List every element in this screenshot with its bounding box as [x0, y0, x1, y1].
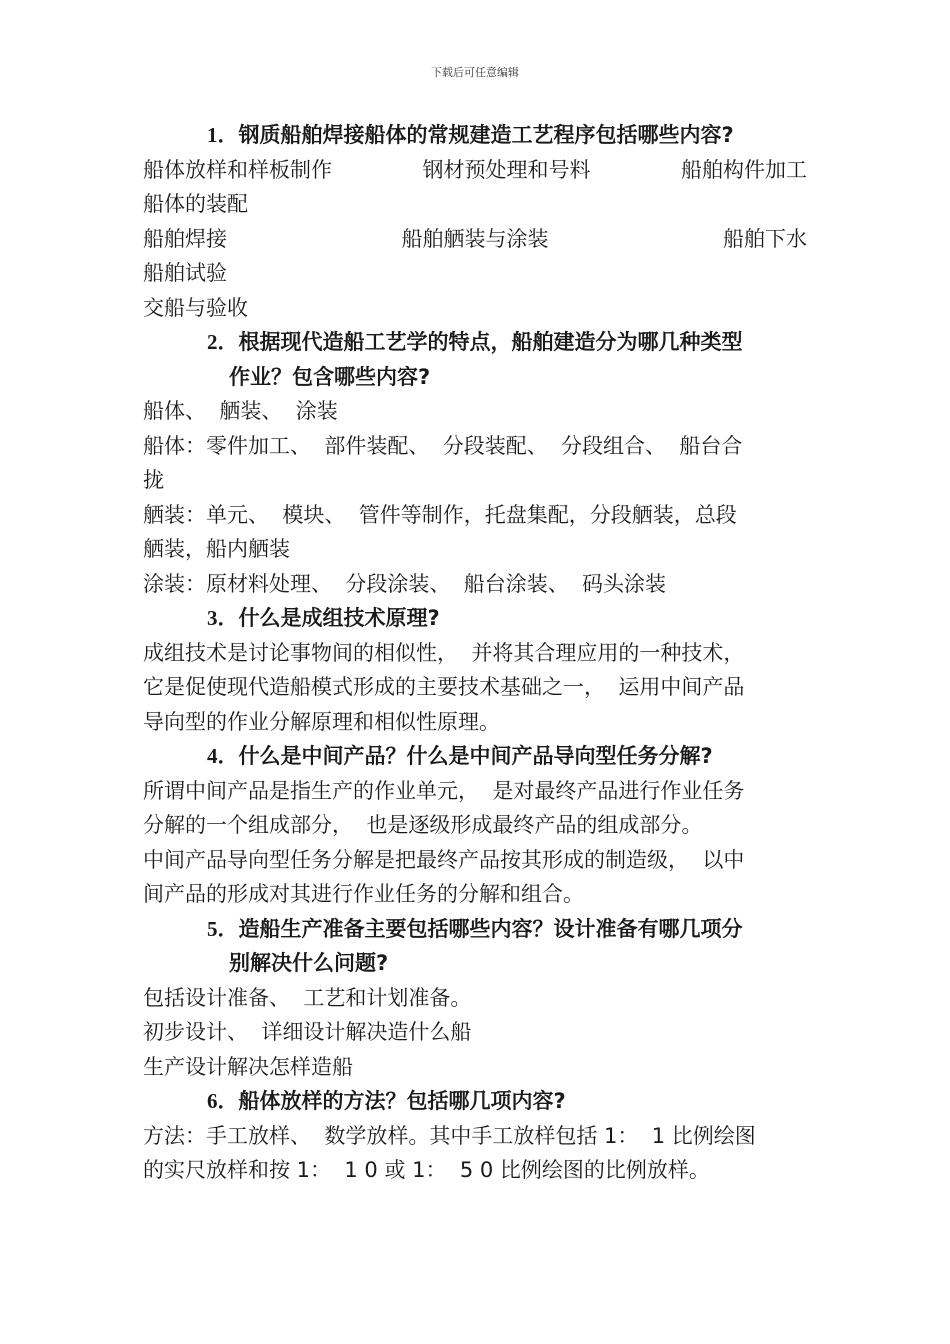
question-3 — [143, 601, 807, 636]
answer-line: 拢 — [143, 468, 164, 492]
answer-1-line-5: 交船与验收 — [143, 295, 248, 320]
document-body — [143, 118, 807, 1188]
question-number: 1． — [207, 123, 239, 147]
answer-line: 生产设计解决怎样造船 — [143, 1054, 353, 1079]
answer-line: 它是促使现代造船模式形成的主要技术基础之一， 运用中间产品 — [143, 675, 745, 699]
answer-line: 包括设计准备、 工艺和计划准备。 — [143, 985, 472, 1010]
question-number: 6． — [207, 1089, 239, 1113]
question-text-continued: 别解决什么问题? — [229, 951, 389, 975]
answer-line: 所谓中间产品是指生产的作业单元， 是对最终产品进行作业任务 — [143, 778, 745, 803]
answer-line: 舾装，船内舾装 — [143, 537, 290, 561]
page-header: 下载后可任意编辑 — [431, 66, 519, 79]
question-1 — [143, 118, 807, 153]
answer-item: 船体放样和样板制作 — [143, 157, 332, 182]
question-text-continued: 作业？包含哪些内容? — [229, 364, 431, 389]
answer-item: 船舶构件加工 — [681, 157, 807, 182]
question-number: 3． — [207, 606, 239, 630]
answer-line: 成组技术是讨论事物间的相似性， 并将其合理应用的一种技术， — [143, 640, 745, 665]
answer-1-line-4: 船舶试验 — [143, 261, 227, 285]
question-text: 根据现代造船工艺学的特点，船舶建造分为哪几种类型 — [238, 330, 743, 354]
answer-line: 涂装：原材料处理、 分段涂装、 船台涂装、 码头涂装 — [143, 571, 667, 596]
question-2 — [143, 325, 807, 394]
question-text: 什么是中间产品？什么是中间产品导向型任务分解? — [238, 744, 713, 768]
question-4 — [143, 739, 807, 774]
answer-line: 船体、 舾装、 涂装 — [143, 399, 338, 423]
question-5 — [143, 912, 807, 981]
answer-item: 船舶焊接 — [143, 226, 227, 251]
answer-line: 间产品的形成对其进行作业任务的分解和组合。 — [143, 882, 584, 906]
answer-line: 方法：手工放样、 数学放样。其中手工放样包括 1： 1 比例绘图 — [143, 1123, 756, 1148]
answer-1-row-3 — [143, 222, 807, 257]
answer-1-line-2: 船体的装配 — [143, 192, 248, 216]
answer-line: 初步设计、 详细设计解决造什么船 — [143, 1020, 472, 1044]
answer-line: 分解的一个组成部分， 也是逐级形成最终产品的组成部分。 — [143, 813, 703, 837]
answer-item: 钢材预处理和号料 — [422, 157, 591, 182]
question-number: 4． — [207, 744, 239, 768]
answer-1-row-1 — [143, 153, 807, 188]
question-number: 5． — [207, 916, 239, 941]
answer-line: 中间产品导向型任务分解是把最终产品按其形成的制造级， 以中 — [143, 847, 745, 872]
answer-item: 船舶下水 — [723, 226, 807, 251]
question-number: 2． — [207, 330, 239, 354]
question-text: 船体放样的方法？包括哪几项内容? — [238, 1089, 566, 1113]
question-text: 什么是成组技术原理? — [238, 606, 440, 630]
question-6 — [143, 1084, 807, 1119]
answer-line: 舾装：单元、 模块、 管件等制作，托盘集配，分段舾装，总段 — [143, 502, 737, 527]
answer-item: 船舶舾装与涂装 — [401, 226, 549, 251]
answer-line: 船体：零件加工、 部件装配、 分段装配、 分段组合、 船台合 — [143, 433, 743, 458]
answer-line: 导向型的作业分解原理和相似性原理。 — [143, 709, 500, 734]
answer-line: 的实尺放样和按 1： 1 0 或 1： 5 0 比例绘图的比例放样。 — [143, 1158, 710, 1182]
question-text: 造船生产准备主要包括哪些内容？设计准备有哪几项分 — [238, 916, 743, 941]
question-text: 钢质船舶焊接船体的常规建造工艺程序包括哪些内容? — [238, 123, 734, 147]
